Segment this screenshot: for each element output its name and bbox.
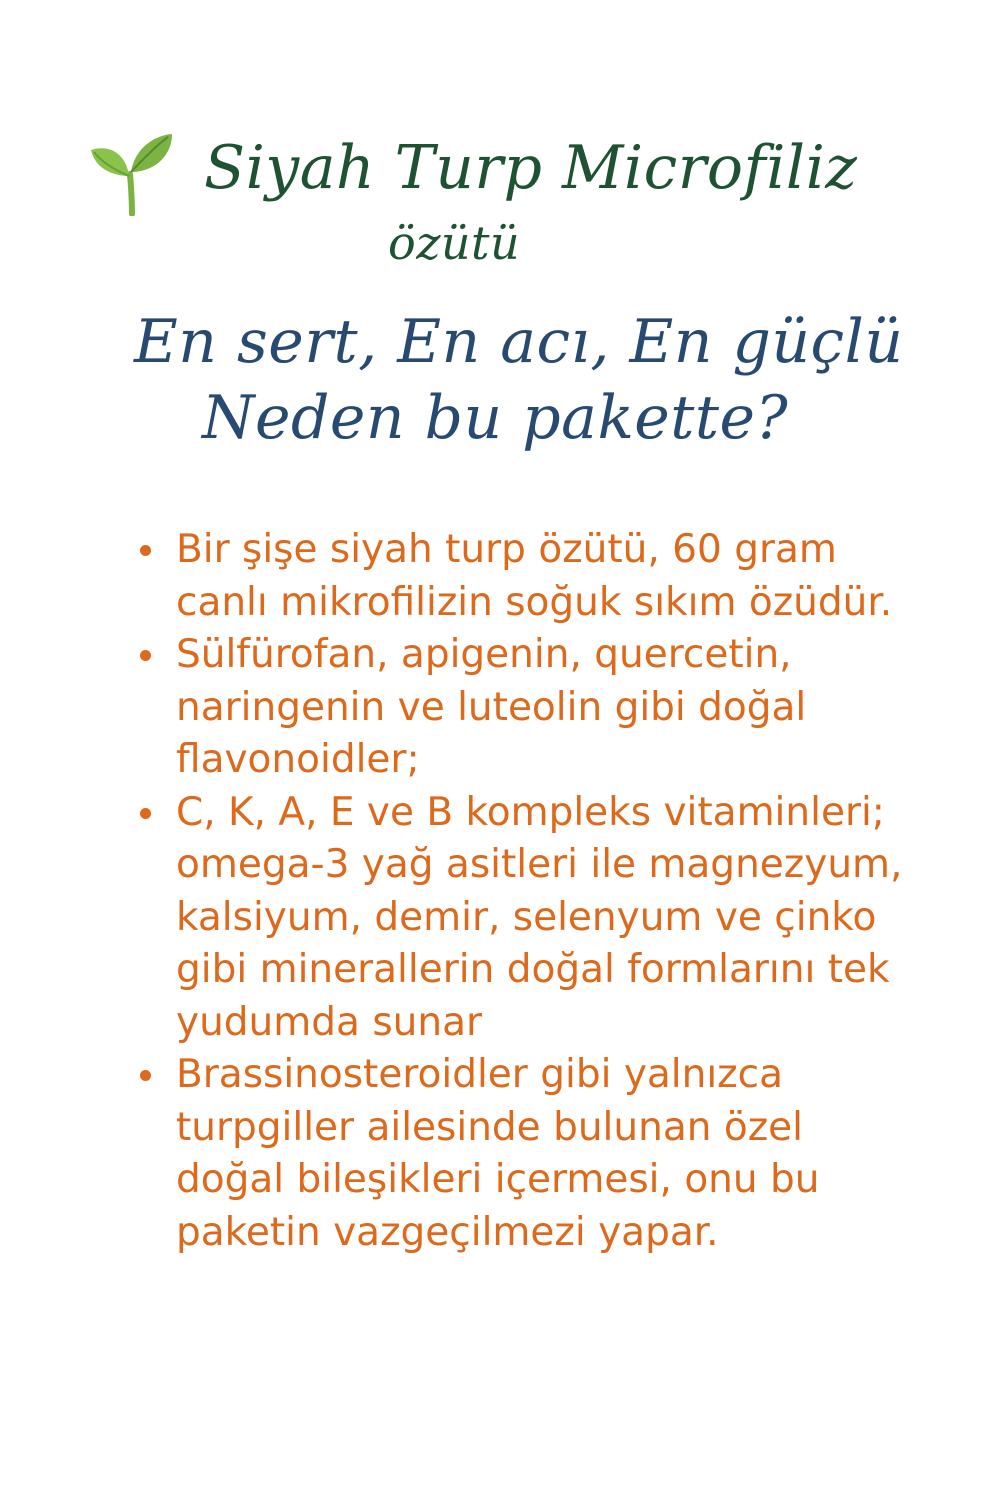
list-item — [176, 629, 906, 787]
list-item — [176, 1049, 906, 1259]
title-line-2: özütü — [388, 216, 521, 270]
bullet-dot-icon — [140, 650, 151, 661]
bullet-dot-icon — [140, 808, 151, 819]
list-item-text: Brassinosteroidler gibi yalnızca turpgiller ailesinde bulunan özel doğal bileşikleri içermesi, onu bu paketin vazgeçilmezi yapar. — [176, 1052, 820, 1255]
subtitle-line-1: En sert, En acı, En güçlü — [134, 307, 904, 377]
list-item-text: Bir şişe siyah turp özütü, 60 gram canlı mikrofilizin soğuk sıkım özüdür. — [176, 527, 893, 625]
list-item — [176, 787, 906, 1050]
list-item — [176, 524, 906, 629]
title-line-1: Siyah Turp Microfiliz — [204, 133, 858, 203]
bullet-dot-icon — [140, 1070, 151, 1081]
feature-list — [176, 524, 906, 1259]
list-item-text: C, K, A, E ve B kompleks vitaminleri; omega-3 yağ asitleri ile magnezyum, kalsiyum, demir, selenyum ve çinko gibi minerallerin doğal formlarını tek yudumda sunar — [176, 789, 903, 1045]
list-item-text: Sülfürofan, apigenin, quercetin, naringenin ve luteolin gibi doğal flavonoidler; — [176, 632, 807, 782]
sprout-icon — [88, 132, 174, 216]
subtitle-line-2: Neden bu pakette? — [202, 383, 789, 453]
bullet-dot-icon — [140, 545, 151, 556]
